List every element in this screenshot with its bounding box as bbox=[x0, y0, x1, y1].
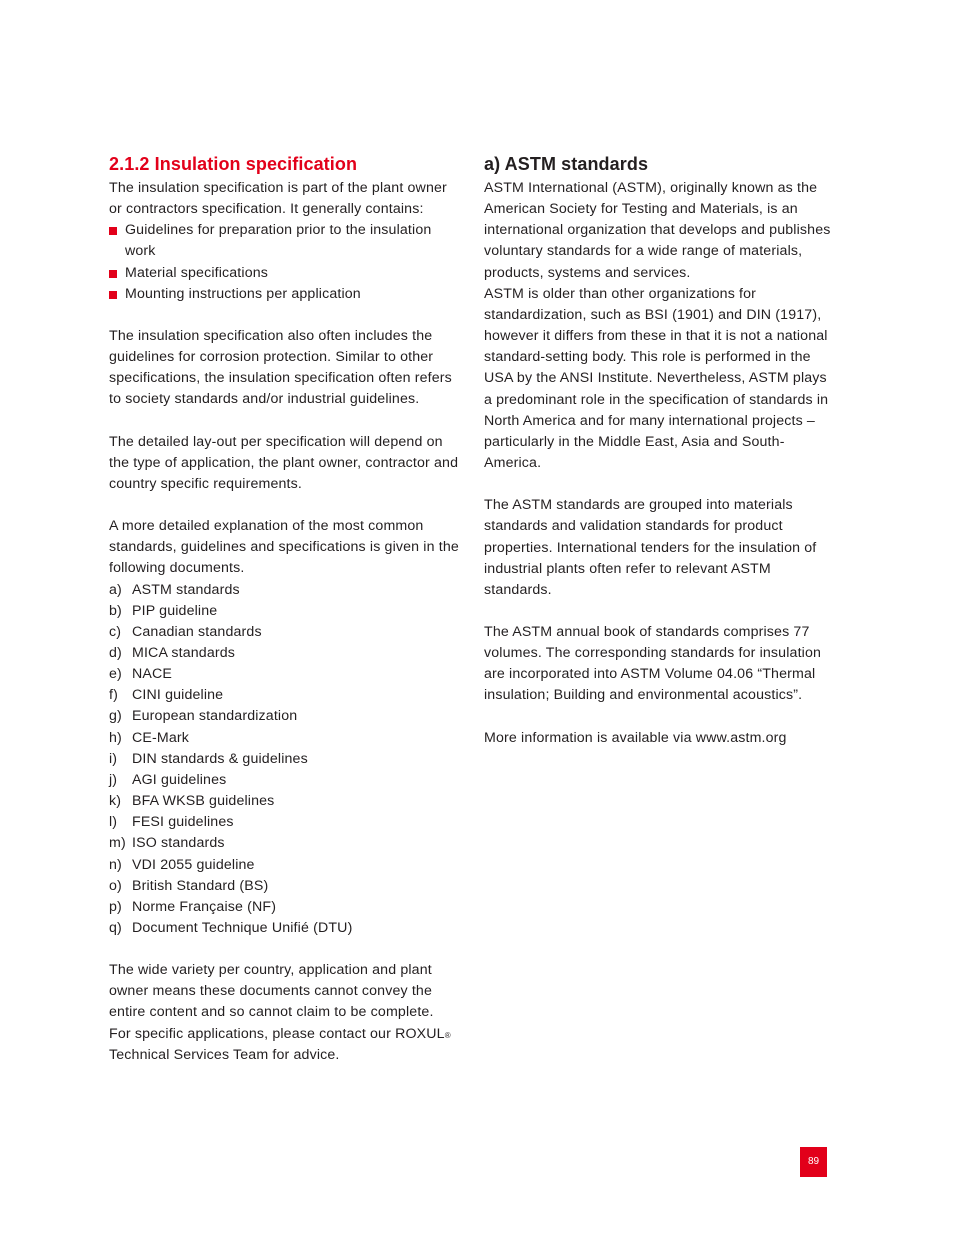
list-item: m) ISO standards bbox=[109, 835, 225, 852]
layout-paragraph: The detailed lay-out per specification will depend on the type of application, the plant owner, contractor and country specific requirements. bbox=[109, 433, 459, 492]
right-column bbox=[484, 150, 834, 749]
astm-history-paragraph: ASTM is older than other organizations for standardization, such as BSI (1901) and DIN (1917), however it differs from these in that it is not a national standard-setting body. This role is performed in the USA by the ANSI Institute. Nevertheless, ASTM plays a predominant role in the specification of standards in North America and for many international projects – particularly in the Middle East, Asia and South-America. bbox=[484, 285, 829, 472]
page-number-badge: 89 bbox=[800, 1147, 827, 1177]
list-item: n) VDI 2055 guideline bbox=[109, 856, 255, 873]
documents-list bbox=[109, 580, 459, 940]
bullet-square-icon bbox=[109, 270, 117, 278]
list-item: l) FESI guidelines bbox=[109, 814, 234, 831]
list-item: j) AGI guidelines bbox=[109, 771, 227, 788]
list-item: i) DIN standards & guidelines bbox=[109, 750, 308, 767]
astm-more-info: More information is available via www.astm.org bbox=[484, 729, 787, 746]
astm-intro-paragraph: ASTM International (ASTM), originally known as the American Society for Testing and Materials, is an international organization that develops and publishes voluntary standards for a wide range of materials, products, systems and services. bbox=[484, 180, 831, 281]
list-item: k) BFA WKSB guidelines bbox=[109, 793, 275, 810]
bullet-square-icon bbox=[109, 291, 117, 299]
list-item: h) CE-Mark bbox=[109, 729, 190, 746]
closing-paragraph: The wide variety per country, application and plant owner means these documents cannot convey the entire content and so cannot claim to be complete. For specific applications, please contact our ROXUL® Technical Services Team for advice. bbox=[109, 962, 451, 1063]
list-item: o) British Standard (BS) bbox=[109, 877, 269, 894]
list-item: d) MICA standards bbox=[109, 644, 236, 661]
contents-bullet-list bbox=[109, 220, 459, 305]
list-item: f) CINI guideline bbox=[109, 687, 224, 704]
astm-volumes-paragraph: The ASTM annual book of standards comprises 77 volumes. The corresponding standards for insulation are incorporated into ASTM Volume 04.06 “Thermal insulation; Building and environmental acoustics”. bbox=[484, 623, 822, 704]
list-item: e) NACE bbox=[109, 666, 173, 683]
corrosion-paragraph: The insulation specification also often includes the guidelines for corrosion protection. Similar to other specifications, the insulation specification often refers to society standards and/or industrial guidelines. bbox=[109, 327, 452, 408]
documents-intro-paragraph: A more detailed explanation of the most common standards, guidelines and specifications is given in the following documents. bbox=[109, 518, 459, 577]
bullet-square-icon bbox=[109, 227, 117, 235]
list-item: c) Canadian standards bbox=[109, 623, 262, 640]
list-item: Guidelines for preparation prior to the insulation work bbox=[109, 220, 459, 262]
list-item: p) Norme Française (NF) bbox=[109, 898, 277, 915]
list-item: Material specifications bbox=[109, 263, 459, 284]
list-item: b) PIP guideline bbox=[109, 602, 218, 619]
section-heading: 2.1.2 Insulation specification bbox=[109, 154, 358, 174]
intro-paragraph: The insulation specification is part of the plant owner or contractors specification. It generally contains: bbox=[109, 180, 447, 218]
list-item: a) ASTM standards bbox=[109, 581, 240, 598]
astm-groups-paragraph: The ASTM standards are grouped into materials standards and validation standards for product properties. International tenders for the insulation of industrial plants often refer to relevant ASTM standards. bbox=[484, 497, 817, 598]
list-item: g) European standardization bbox=[109, 708, 298, 725]
astm-heading: a) ASTM standards bbox=[484, 154, 649, 174]
list-item: q) Document Technique Unifié (DTU) bbox=[109, 920, 353, 936]
left-column bbox=[109, 150, 459, 1066]
list-item: Mounting instructions per application bbox=[109, 284, 459, 305]
